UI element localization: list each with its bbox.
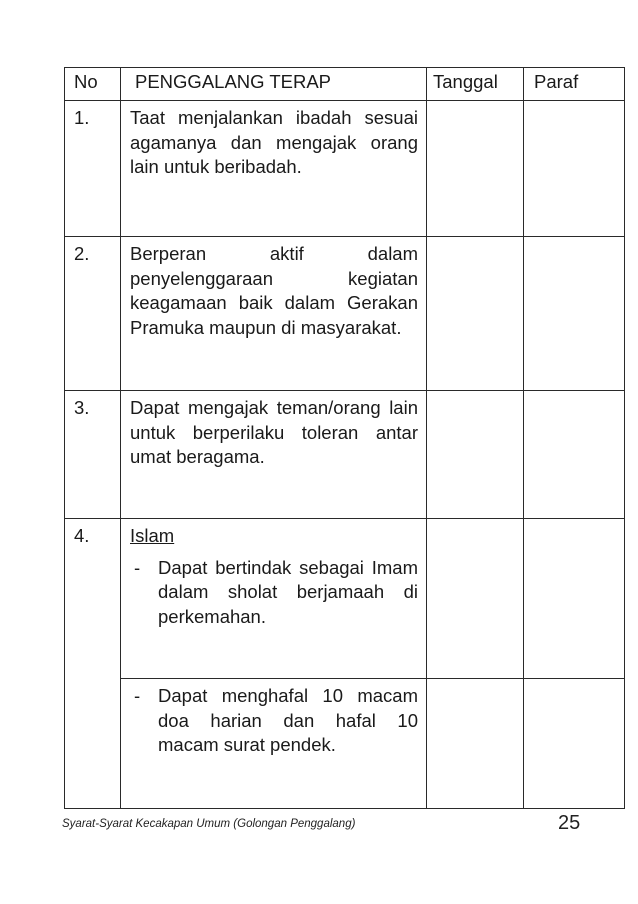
subitem xyxy=(130,556,418,630)
header-tanggal: Tanggal xyxy=(427,68,524,101)
paraf-cell xyxy=(524,101,625,237)
header-penggalang-terap: PENGGALANG TERAP xyxy=(121,68,427,101)
table-row xyxy=(65,391,625,519)
requirements-table xyxy=(64,67,625,809)
paraf-cell xyxy=(524,679,625,809)
tanggal-cell xyxy=(427,391,524,519)
row-requirement-text: Taat menjalankan ibadah sesuai agamanya dan mengajak orang lain untuk beribadah. xyxy=(121,101,427,237)
page-number: 25 xyxy=(558,812,581,834)
dash-bullet: - xyxy=(134,685,141,706)
table-row xyxy=(65,519,625,679)
tanggal-cell xyxy=(427,679,524,809)
tanggal-cell xyxy=(427,519,524,679)
row-requirement-subitem xyxy=(121,519,427,679)
header-no: No xyxy=(65,68,121,101)
religion-heading: Islam xyxy=(130,525,175,546)
table-header-row xyxy=(65,68,625,101)
tanggal-cell xyxy=(427,237,524,391)
table-row xyxy=(65,237,625,391)
row-number: 3. xyxy=(65,391,121,519)
footer-caption: Syarat-Syarat Kecakapan Umum (Golongan Penggalang) xyxy=(62,818,356,830)
row-number: 2. xyxy=(65,237,121,391)
table-row xyxy=(65,101,625,237)
row-requirement-text: Dapat mengajak teman/orang lain untuk berperilaku toleran antar umat beragama. xyxy=(121,391,427,519)
row-number: 1. xyxy=(65,101,121,237)
dash-bullet: - xyxy=(134,556,141,578)
subitem-text: Dapat menghafal 10 macam doa harian dan hafal 10 macam surat pendek. xyxy=(158,685,418,755)
subitem-text: Dapat bertindak sebagai Imam dalam sholat berjamaah di perkemahan. xyxy=(158,556,418,627)
subitem xyxy=(130,684,418,758)
paraf-cell xyxy=(524,519,625,679)
paraf-cell xyxy=(524,391,625,519)
header-paraf: Paraf xyxy=(524,68,625,101)
table-row xyxy=(65,679,625,809)
row-requirement-subitem xyxy=(121,679,427,809)
tanggal-cell xyxy=(427,101,524,237)
row-requirement-text: Berperan aktif dalam penyelenggaraan kegiatan keagamaan baik dalam Gerakan Pramuka maupun di masyarakat. xyxy=(121,237,427,391)
row-number: 4. xyxy=(65,519,121,809)
paraf-cell xyxy=(524,237,625,391)
